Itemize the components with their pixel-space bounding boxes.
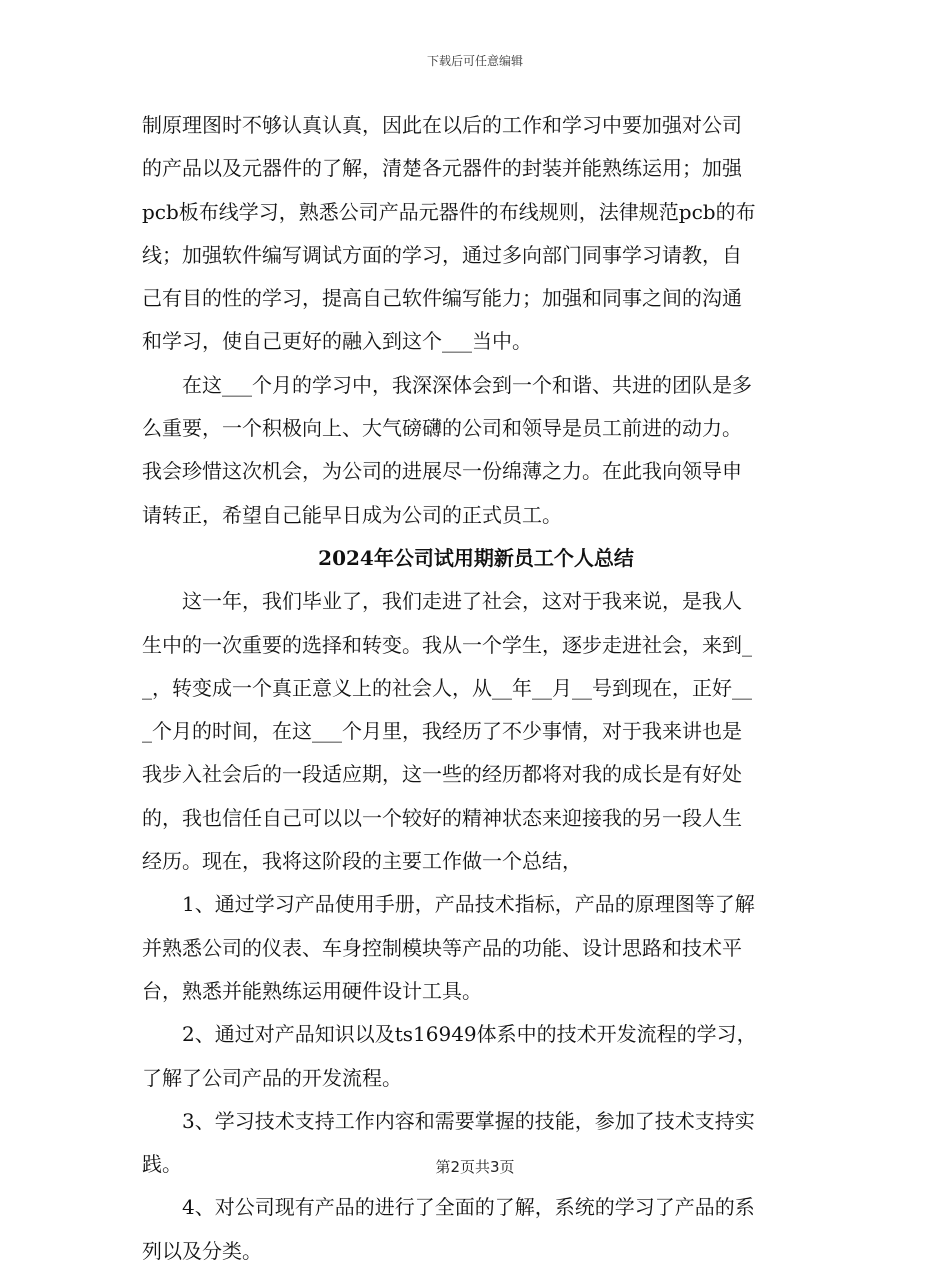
text-line: 这一年，我们毕业了，我们走进了社会，这对于我来说，是我人	[182, 589, 742, 614]
list-item-1	[142, 883, 810, 1013]
text-line: 我会珍惜这次机会，为公司的进展尽一份绵薄之力。在此我向领导申	[142, 459, 742, 484]
text-line: 么重要，一个积极向上、大气磅礴的公司和领导是员工前进的动力。	[142, 416, 742, 441]
text-line: 列以及分类。	[142, 1238, 262, 1263]
text-line: 并熟悉公司的仪表、车身控制模块等产品的功能、设计思路和技术平	[142, 935, 742, 960]
text-line: 践。	[142, 1152, 182, 1177]
list-item-2	[142, 1013, 810, 1100]
page-header: 下载后可任意编辑	[426, 54, 523, 68]
text-line: 在这___个月的学习中，我深深体会到一个和谐、共进的团队是多	[182, 372, 752, 397]
text-line: 的产品以及元器件的了解，清楚各元器件的封装并能熟练运用；加强	[142, 156, 742, 181]
section-title: 2024年公司试用期新员工个人总结	[318, 545, 634, 570]
text-line: pcb板布线学习，熟悉公司产品元器件的布线规则，法律规范pcb的布	[142, 199, 756, 224]
text-line: 经历。现在，我将这阶段的主要工作做一个总结，	[142, 849, 582, 874]
text-line: 己有目的性的学习，提高自己软件编写能力；加强和同事之间的沟通	[142, 286, 742, 311]
page-footer: 第2页共3页	[435, 1158, 515, 1176]
text-line: 线；加强软件编写调试方面的学习，通过多向部门同事学习请教，自	[142, 242, 742, 267]
text-line: 生中的一次重要的选择和转变。我从一个学生，逐步走进社会，来到_	[142, 632, 752, 657]
text-line: _，转变成一个真正意义上的社会人，从__年__月__号到现在，正好__	[142, 675, 752, 700]
text-line: 的，我也信任自己可以以一个较好的精神状态来迎接我的另一段人生	[142, 805, 742, 830]
paragraph-conclusion	[142, 364, 810, 537]
text-line: 和学习，使自己更好的融入到这个___当中。	[142, 329, 532, 354]
text-line: 了解了公司产品的开发流程。	[142, 1065, 402, 1090]
text-line: 请转正，希望自己能早日成为公司的正式员工。	[142, 502, 562, 527]
paragraph-continuation	[142, 104, 810, 364]
paragraph-intro	[142, 580, 810, 883]
text-line: 4、对公司现有产品的进行了全面的了解，系统的学习了产品的系	[182, 1195, 755, 1220]
text-line: 制原理图时不够认真认真，因此在以后的工作和学习中要加强对公司	[142, 113, 742, 137]
text-line: 我步入社会后的一段适应期，这一些的经历都将对我的成长是有好处	[142, 762, 742, 787]
text-line: 2、通过对产品知识以及ts16949体系中的技术开发流程的学习，	[182, 1022, 757, 1047]
document-body	[142, 104, 810, 1273]
text-line: 台，熟悉并能熟练运用硬件设计工具。	[142, 978, 482, 1003]
text-line: 1、通过学习产品使用手册，产品技术指标，产品的原理图等了解	[182, 892, 755, 917]
text-line: 3、学习技术支持工作内容和需要掌握的技能，参加了技术支持实	[182, 1108, 755, 1133]
text-line: _个月的时间，在这___个月里，我经历了不少事情，对于我来讲也是	[142, 719, 742, 744]
